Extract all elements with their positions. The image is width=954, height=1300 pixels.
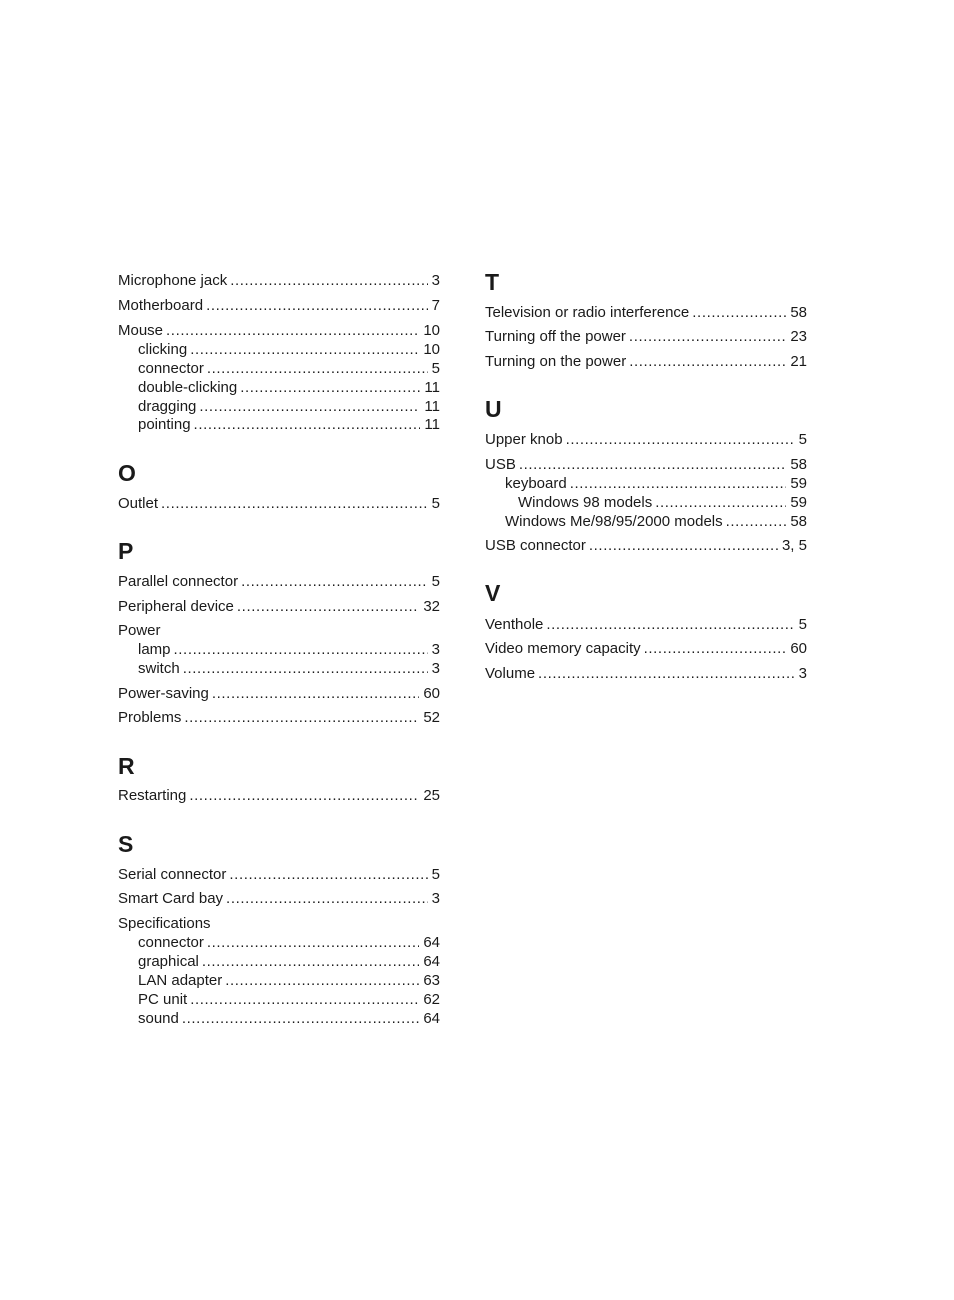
index-entry xyxy=(138,933,440,952)
index-term: Television or radio interference xyxy=(485,304,690,321)
index-entry xyxy=(138,952,440,971)
index-entry xyxy=(138,415,440,434)
index-entry xyxy=(138,990,440,1009)
page-number: 25 xyxy=(423,787,440,804)
index-term: Restarting xyxy=(118,787,187,804)
index-entry xyxy=(485,303,807,322)
dot-leader xyxy=(212,684,419,703)
dot-leader xyxy=(538,664,795,683)
index-term: Power xyxy=(118,622,161,639)
index-entry xyxy=(505,474,807,493)
index-term: Specifications xyxy=(118,915,211,932)
page-number: 5 xyxy=(798,431,807,448)
index-term: Outlet xyxy=(118,495,159,512)
index-term: LAN adapter xyxy=(138,972,223,989)
index-term: double-clicking xyxy=(138,379,238,396)
index-term: Power-saving xyxy=(118,685,209,702)
index-term: Volume xyxy=(485,665,536,682)
dot-leader xyxy=(194,415,421,434)
index-term: Problems xyxy=(118,709,182,726)
page-number: 5 xyxy=(431,495,440,512)
dot-leader xyxy=(629,327,786,346)
index-entry xyxy=(138,971,440,990)
index-term: Turning off the power xyxy=(485,328,626,345)
page-number: 64 xyxy=(423,953,440,970)
dot-leader xyxy=(241,572,428,591)
index-entry xyxy=(485,639,807,658)
index-entry xyxy=(138,340,440,359)
page-number: 3 xyxy=(431,890,440,907)
index-term: USB connector xyxy=(485,537,586,554)
section-heading-r: R xyxy=(118,753,135,779)
index-entry xyxy=(118,621,440,640)
page-number: 60 xyxy=(423,685,440,702)
page-number: 23 xyxy=(790,328,807,345)
page-number: 7 xyxy=(431,297,440,314)
page-number: 64 xyxy=(423,1010,440,1027)
section-heading-v: V xyxy=(485,580,501,606)
index-entry xyxy=(138,659,440,678)
index-entry xyxy=(118,786,440,805)
dot-leader xyxy=(189,786,419,805)
index-entry xyxy=(118,708,440,727)
dot-leader xyxy=(206,296,428,315)
page-number: 5 xyxy=(431,866,440,883)
index-entry xyxy=(118,914,440,933)
page-number: 58 xyxy=(790,513,807,530)
page-number: 5 xyxy=(798,616,807,633)
index-term: Turning on the power xyxy=(485,353,627,370)
dot-leader xyxy=(226,889,428,908)
page-number: 64 xyxy=(423,934,440,951)
page-number: 10 xyxy=(423,341,440,358)
dot-leader xyxy=(207,933,419,952)
dot-leader xyxy=(644,639,787,658)
page-number: 32 xyxy=(423,598,440,615)
index-term: PC unit xyxy=(138,991,188,1008)
dot-leader xyxy=(207,359,428,378)
dot-leader xyxy=(174,640,428,659)
index-term: Microphone jack xyxy=(118,272,228,289)
dot-leader xyxy=(202,952,419,971)
index-entry xyxy=(485,327,807,346)
index-entry xyxy=(518,493,807,512)
index-term: Upper knob xyxy=(485,431,563,448)
page-number: 58 xyxy=(790,304,807,321)
page-number: 63 xyxy=(423,972,440,989)
index-term: Mouse xyxy=(118,322,164,339)
page-number: 59 xyxy=(790,494,807,511)
index-term: connector xyxy=(138,360,204,377)
page-number: 11 xyxy=(424,398,440,415)
index-term: graphical xyxy=(138,953,199,970)
dot-leader xyxy=(692,303,786,322)
dot-leader xyxy=(190,990,419,1009)
index-entry xyxy=(118,296,440,315)
index-term: Serial connector xyxy=(118,866,227,883)
index-term: sound xyxy=(138,1010,179,1027)
page-number: 11 xyxy=(424,379,440,396)
dot-leader xyxy=(240,378,420,397)
dot-leader xyxy=(589,536,778,555)
index-entry xyxy=(138,640,440,659)
index-term: switch xyxy=(138,660,180,677)
dot-leader xyxy=(199,397,420,416)
index-term: Peripheral device xyxy=(118,598,234,615)
index-term: Motherboard xyxy=(118,297,204,314)
page-number: 3, 5 xyxy=(781,537,807,554)
index-term: lamp xyxy=(138,641,171,658)
page-number: 3 xyxy=(431,660,440,677)
index-entry xyxy=(118,494,440,513)
index-term: USB xyxy=(485,456,516,473)
page-number: 60 xyxy=(790,640,807,657)
index-entry xyxy=(118,865,440,884)
section-heading-o: O xyxy=(118,460,136,486)
index-entry xyxy=(138,1009,440,1028)
dot-leader xyxy=(182,1009,419,1028)
index-entry xyxy=(485,664,807,683)
index-term: Video memory capacity xyxy=(485,640,641,657)
index-entry xyxy=(485,615,807,634)
page-number: 3 xyxy=(431,272,440,289)
page-number: 10 xyxy=(423,322,440,339)
section-heading-u: U xyxy=(485,396,502,422)
dot-leader xyxy=(161,494,428,513)
dot-leader xyxy=(546,615,794,634)
page-number: 62 xyxy=(423,991,440,1008)
index-term: Windows Me/98/95/2000 models xyxy=(505,513,723,530)
index-entry xyxy=(118,684,440,703)
section-heading-p: P xyxy=(118,538,134,564)
dot-leader xyxy=(229,865,427,884)
index-term: Venthole xyxy=(485,616,544,633)
dot-leader xyxy=(225,971,419,990)
dot-leader xyxy=(726,512,787,531)
index-entry xyxy=(118,597,440,616)
dot-leader xyxy=(655,493,786,512)
page-number: 11 xyxy=(424,416,440,433)
index-entry xyxy=(118,889,440,908)
index-term: Parallel connector xyxy=(118,573,239,590)
index-term: Windows 98 models xyxy=(518,494,653,511)
index-term: clicking xyxy=(138,341,188,358)
index-entry xyxy=(485,352,807,371)
dot-leader xyxy=(629,352,786,371)
index-entry xyxy=(118,572,440,591)
page-number: 3 xyxy=(431,641,440,658)
index-term: dragging xyxy=(138,398,197,415)
index-entry xyxy=(118,271,440,290)
index-entry xyxy=(485,430,807,449)
index-term: keyboard xyxy=(505,475,567,492)
index-entry xyxy=(138,397,440,416)
dot-leader xyxy=(566,430,795,449)
dot-leader xyxy=(190,340,419,359)
section-heading-t: T xyxy=(485,269,500,295)
index-term: Smart Card bay xyxy=(118,890,224,907)
page-number: 59 xyxy=(790,475,807,492)
index-term: pointing xyxy=(138,416,191,433)
index-entry xyxy=(138,378,440,397)
index-entry xyxy=(485,536,807,555)
dot-leader xyxy=(570,474,787,493)
index-entry xyxy=(118,321,440,340)
dot-leader xyxy=(519,455,786,474)
dot-leader xyxy=(230,271,427,290)
page-number: 58 xyxy=(790,456,807,473)
page-number: 52 xyxy=(423,709,440,726)
index-term: connector xyxy=(138,934,204,951)
page-number: 21 xyxy=(790,353,807,370)
dot-leader xyxy=(166,321,419,340)
page-number: 3 xyxy=(798,665,807,682)
dot-leader xyxy=(184,708,419,727)
section-heading-s: S xyxy=(118,831,134,857)
index-entry xyxy=(505,512,807,531)
index-entry xyxy=(138,359,440,378)
index-entry xyxy=(485,455,807,474)
dot-leader xyxy=(237,597,419,616)
page-number: 5 xyxy=(431,360,440,377)
dot-leader xyxy=(183,659,428,678)
page-number: 5 xyxy=(431,573,440,590)
